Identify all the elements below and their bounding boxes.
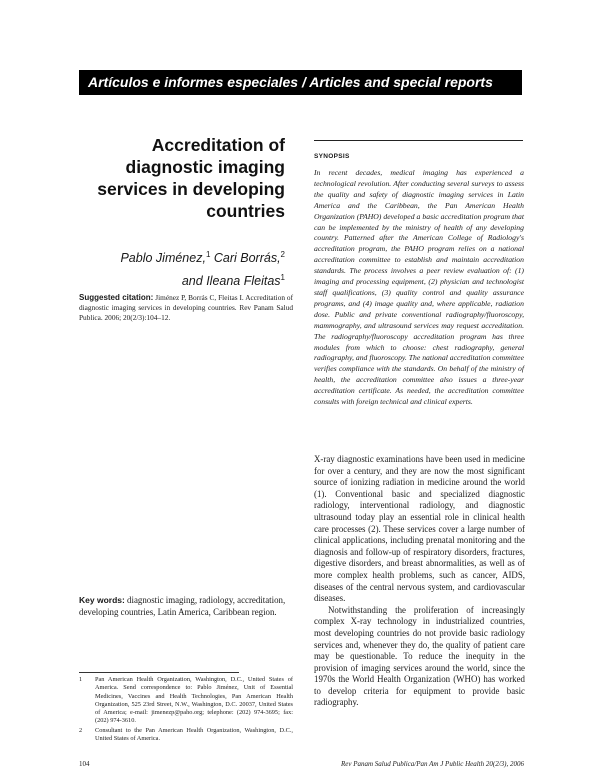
footnotes [79,676,293,744]
footnote-number: 2 [79,726,83,734]
author-name: and Ileana Fleitas [181,274,281,289]
page-number: 104 [79,760,90,768]
citation-label: Suggested citation: [79,293,154,302]
footnote-text: Pan American Health Organization, Washington, D.C., United States of America. Send correspondence to: Pablo Jiménez, Unit of Essential Medicines, Vaccines and Health Technologies, Pan American Health Organization, 525 23rd Street, N.W., Washington, D.C. 20037, United States of America; e-mail: jimenezp@paho.org; telephone: (202) 974-3695; fax: (202) 974-3610. [95,676,293,725]
keywords [79,594,293,618]
suggested-citation [79,293,293,323]
footnote-text: Consultant to the Pan American Health Organization, Washington, D.C., United States of America. [95,726,293,743]
footnote [79,727,293,744]
body-paragraph: X-ray diagnostic examinations have been used in medicine for over a century, and they are now the most significant source of ionizing radiation in medicine around the world (1). Conventional basic and specialized diagnostic radiology, interventional radiology, and diagnostic ultrasound today play an essential role in clinical health care processes (2). These services cover a large number of clinical applications, including prenatal monitoring and the diagnosis and follow-up of respiratory disorders, fractures, digestive disorders, and breast abnormalities, as well as of more complex health problems, such as cancer, AIDS, diseases of the central nervous system, and cardiovascular diseases. [314,454,525,604]
author-list [75,245,285,291]
footnote [79,676,293,726]
footnote-number: 1 [79,676,83,683]
synopsis-divider [314,140,523,141]
keywords-label: Key words: [79,595,125,605]
author-name: Pablo Jiménez, [120,251,206,266]
keywords-text: diagnostic imaging, radiology, accreditation, developing countries, Latin America, Caribbean region. [79,595,286,617]
author-affiliation-marker: 1 [280,273,285,283]
journal-reference: Rev Panam Salud Publica/Pan Am J Public Health 20(2/3), 2006 [340,760,524,768]
article-title: Accreditation of diagnostic imaging services in developing countries [97,135,285,221]
synopsis-heading: SYNOPSIS [314,153,350,160]
article-body [314,454,525,709]
body-paragraph: Notwithstanding the proliferation of increasingly complex X-ray technology in industrialized countries, most developing countries do not provide basic radiology services and, whenever they do, the quality of patient care may be questionable. To reduce the inequity in the provision of imaging services around the world, since the 1970s the World Health Organization (WHO) has worked to develop criteria for equipment to provide basic radiography. [314,604,525,708]
synopsis-text: In recent decades, medical imaging has experienced a technological revolution. After conducting several surveys to assess the quality and safety of diagnostic imaging services in Latin America and the Caribbean, the Pan American Health Organization (PAHO) developed a basic accreditation program that can be implemented by the ministry of health of any developing country. Patterned after the American College of Radiology's accreditation program, the PAHO program relies on a national accreditation committee to establish and maintain accreditation standards. The process involves a peer review evaluation of: (1) imaging and processing equipment, (2) physician and technologist staff qualifications, (3) quality control and quality assurance programs, and (4) image quality and, where applicable, radiation dose. Public and private conventional radiography/fluoroscopy, mammography, and ultrasound services may request accreditation. The radiography/fluoroscopy accreditation program has three modules from which to choose: chest radiography, general radiography, and fluoroscopy. The national accreditation committee verifies compliance with the standards. On behalf of the ministry of health, the accreditation committee also issues a three-year accreditation certificate. As needed, the accreditation committee consults with foreign technical and clinical experts. [314,168,524,407]
author-affiliation-marker: 1 [205,250,211,259]
citation-text: Jiménez P, Borrás C, Fleitas I. Accreditation of diagnostic imaging services in developing countries. Rev Panam Salud Publica. 2006; 20(2/3):104–12. [79,293,294,322]
footnote-divider [79,672,239,673]
author-affiliation-marker: 2 [280,250,285,259]
section-banner: Artículos e informes especiales / Articles and special reports [79,70,522,95]
author-name: Cari Borrás, [210,251,281,266]
